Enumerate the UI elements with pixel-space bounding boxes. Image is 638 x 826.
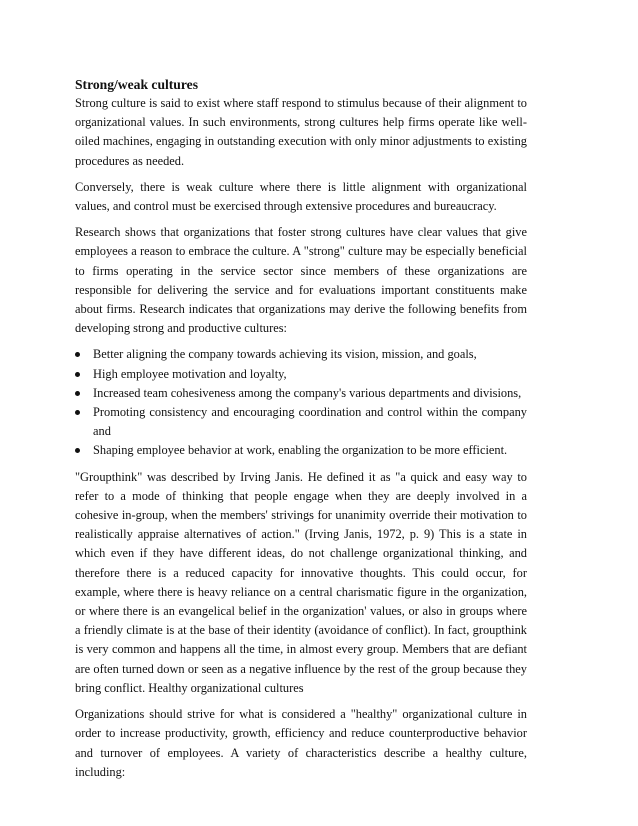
section-heading: Strong/weak cultures [75,77,198,92]
document-page [75,75,527,789]
bullet-icon [75,391,80,396]
paragraph-healthy-culture: Organizations should strive for what is considered a "healthy" organizational culture in order to increase productivity, growth, efficiency and reduce counterproductive behavior and turnover of employees. A variety of characteristics describe a healthy culture, including: [75,707,527,779]
list-item-text: Increased team cohesiveness among the company's various departments and divisions, [93,385,522,400]
benefits-list [75,345,527,460]
paragraph-research: Research shows that organizations that foster strong cultures have clear values that give employees a reason to embrace the culture. A "strong" culture may be especially beneficial to firms operating in the service sector since members of these organizations are responsible for delivering the service and for evaluations important constituents make about firms. Research indicates that organizations may derive the following benefits from developing strong and productive cultures: [75,225,527,336]
list-item [75,365,527,384]
list-item-text: Shaping employee behavior at work, enabling the organization to be more efficient. [93,443,508,458]
bullet-icon [75,372,80,377]
paragraph-strong-culture: Strong culture is said to exist where staff respond to stimulus because of their alignment to organizational values. In such environments, strong cultures help firms operate like well-oiled machines, engaging in outstanding execution with only minor adjustments to existing procedures as needed. [75,96,527,168]
list-item [75,441,527,460]
bullet-icon [75,410,80,415]
bullet-icon [75,352,80,357]
paragraph-weak-culture: Conversely, there is weak culture where there is little alignment with organizational values, and control must be exercised through extensive procedures and bureaucracy. [75,179,527,214]
list-item [75,345,527,364]
list-item-text: Promoting consistency and encouraging coordination and control within the company and [93,405,527,439]
list-item-text: High employee motivation and loyalty, [93,366,287,381]
list-item [75,384,527,403]
bullet-icon [75,448,80,453]
list-item [75,403,527,441]
paragraph-groupthink: "Groupthink" was described by Irving Janis. He defined it as "a quick and easy way to refer to a mode of thinking that people engage when they are deeply involved in a cohesive in-group, when the members' strivings for unanimity override their motivation to realistically appraise alternatives of action." (Irving Janis, 1972, p. 9) This is a state in which even if they have different ideas, do not challenge organizational thinking, and therefore there is a reduced capacity for innovative thoughts. This could occur, for example, where there is heavy reliance on a central charismatic figure in the organization, or where there is an evangelical belief in the organization' values, or also in groups where a friendly climate is at the base of their identity (avoidance of conflict). In fact, groupthink is very common and happens all the time, in almost every group. Members that are defiant are often turned down or seen as a negative influence by the rest of the group because they bring conflict. Healthy organizational cultures [75,469,527,695]
list-item-text: Better aligning the company towards achieving its vision, mission, and goals, [93,347,477,362]
